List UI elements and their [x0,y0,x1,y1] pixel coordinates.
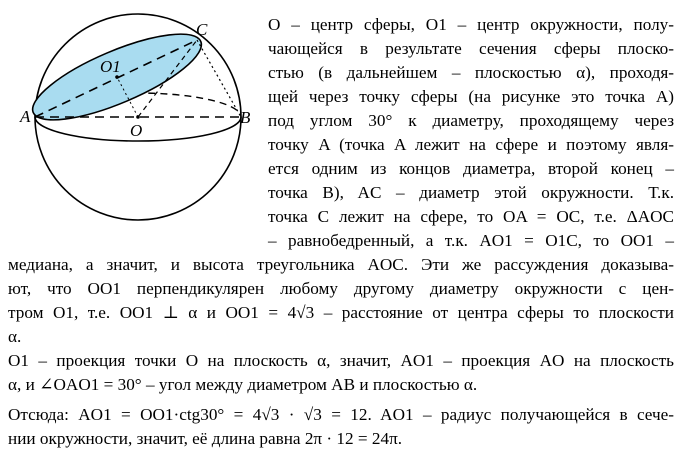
text-line-13: тром O1, т.е. OO1 ⊥ α и OO1 = 4√3 – расстояние от центра сферы то плоскости [8,303,674,322]
text-line-11: медиана, а значит, и высота треугольника AOC. Эти же рассуждения доказыва- [8,255,674,274]
text-line-12: ют, что OO1 перпендикулярен любому другому диаметру окружности с цен- [8,279,674,298]
point-o [136,115,140,119]
text-line-16: α, и ∠OAO1 = 30° – угол между диаметром AB и плоскостью α. [8,375,478,394]
text-line-7: ется одним из концов диаметра, второй конец – [268,159,674,178]
text-line-8: точка B), AC – диаметр этой окружности. Т.к. [268,183,674,202]
text-line-9: точка C лежит на сфере, то OA = OC, т.е. ΔAOC [268,207,674,226]
segment-cb [197,40,241,117]
text-line-18: нии окружности, значит, её длина равна 2π · 12 = 24π. [8,429,403,448]
text-line-2: чающейся в результате сечения сферы плоско- [268,39,674,58]
text-line-15: O1 – проекция точки O на плоскость α, значит, AO1 – проекция AO на плоскость [8,351,674,370]
text-line-6: точку A (точка A лежит на сфере и поэтому явля- [268,135,674,154]
label-c: C [196,20,208,39]
text-line-5: под углом 30° к диаметру, проходящему через [268,111,674,130]
text-line-14: α. [8,327,22,346]
sphere-figure [0,0,262,238]
text-line-1: O – центр сферы, O1 – центр окружности, полу- [268,15,674,34]
text-line-17: Отсюда: AO1 = OO1·ctg30° = 4√3 · √3 = 12. AO1 – радиус получающейся в сече- [8,405,674,424]
label-b: B [240,108,251,127]
label-o1: O1 [100,57,121,76]
text-line-10: – равнобедренный, а т.к. AO1 = O1C, то OO1 – [268,231,674,250]
label-o: O [130,121,143,140]
text-line-3: стью (в дальнейшем – плоскостью α), проходя- [268,63,674,82]
label-a: A [20,107,31,126]
text-line-4: щей через точку сферы (на рисунке это точка A) [268,87,674,106]
